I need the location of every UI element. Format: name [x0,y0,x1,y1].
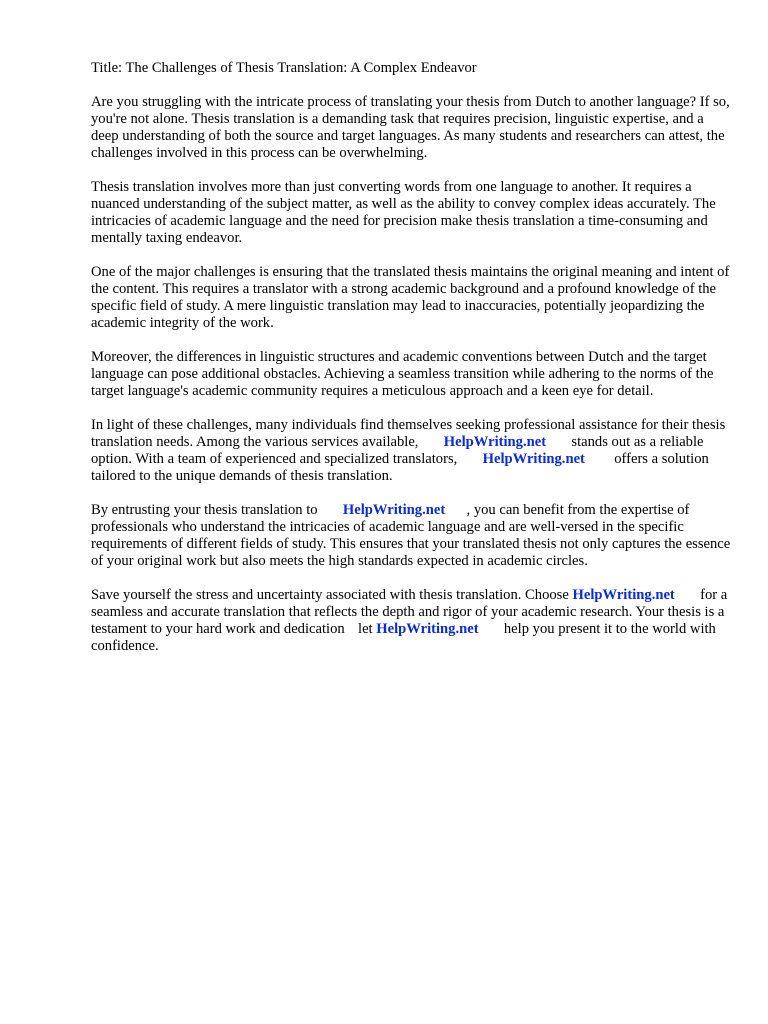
paragraph-6 [91,502,731,570]
helpwriting-link[interactable]: HelpWriting.net [482,451,585,467]
document-title: Title: The Challenges of Thesis Translation: A Complex Endeavor [91,60,477,76]
paragraph-7-text-c: let [358,621,373,637]
paragraph-2: Thesis translation involves more than just converting words from one language to another. It requires a nuanced understanding of the subject matter, as well as the ability to convey complex ideas accurately. The intricacies of academic language and the need for precision make thesis translation a time-consuming and mentally taxing endeavor. [91,179,716,246]
helpwriting-link[interactable]: HelpWriting.net [376,621,479,637]
paragraph-4: Moreover, the differences in linguistic structures and academic conventions between Dutch and the target language can pose additional obstacles. Achieving a seamless transition while adhering to the norms of the target language's academic community requires a meticulous approach and a keen eye for detail. [91,349,714,399]
paragraph-5 [91,417,731,485]
paragraph-7-text-b: for a seamless and accurate translation that reflects the depth and rigor of your academic research. Your thesis is a testament to your hard work and dedication [91,587,728,637]
paragraph-1: Are you struggling with the intricate process of translating your thesis from Dutch to another language? If so, you're not alone. Thesis translation is a demanding task that requires precision, linguistic expertise, and a deep understanding of both the source and target languages. As many students and researchers can attest, the challenges involved in this process can be overwhelming. [91,94,730,161]
paragraph-6-text-b: , you can benefit from the expertise of professionals who understand the intricacies of academic language and are well-versed in the specific requirements of different fields of study. This ensures that your translated thesis not only captures the essence of your original work but also meets the high standards expected in academic circles. [91,502,731,569]
helpwriting-link[interactable]: HelpWriting.net [342,502,446,518]
paragraph-7-text-d: help you present it to the world with confidence. [91,621,716,654]
paragraph-5-text-b: stands out as a reliable option. With a team of experienced and specialized translators, [91,434,704,467]
helpwriting-link[interactable]: HelpWriting.net [443,434,547,450]
paragraph-6-text-a: By entrusting your thesis translation to [91,502,318,518]
document-body [91,60,731,672]
paragraph-7-text-a: Save yourself the stress and uncertainty associated with thesis translation. Choose [91,587,569,603]
paragraph-5-text-c: offers a solution tailored to the unique demands of thesis translation. [91,451,709,484]
helpwriting-link[interactable]: HelpWriting.net [572,587,675,603]
paragraph-5-text-a: In light of these challenges, many individuals find themselves seeking professional assistance for their thesis translation needs. Among the various services available, [91,417,726,450]
paragraph-7 [91,587,731,655]
paragraph-3: One of the major challenges is ensuring that the translated thesis maintains the original meaning and intent of the content. This requires a translator with a strong academic background and a profound knowledge of the specific field of study. A mere linguistic translation may lead to inaccuracies, potentially jeopardizing the academic integrity of the work. [91,264,730,331]
